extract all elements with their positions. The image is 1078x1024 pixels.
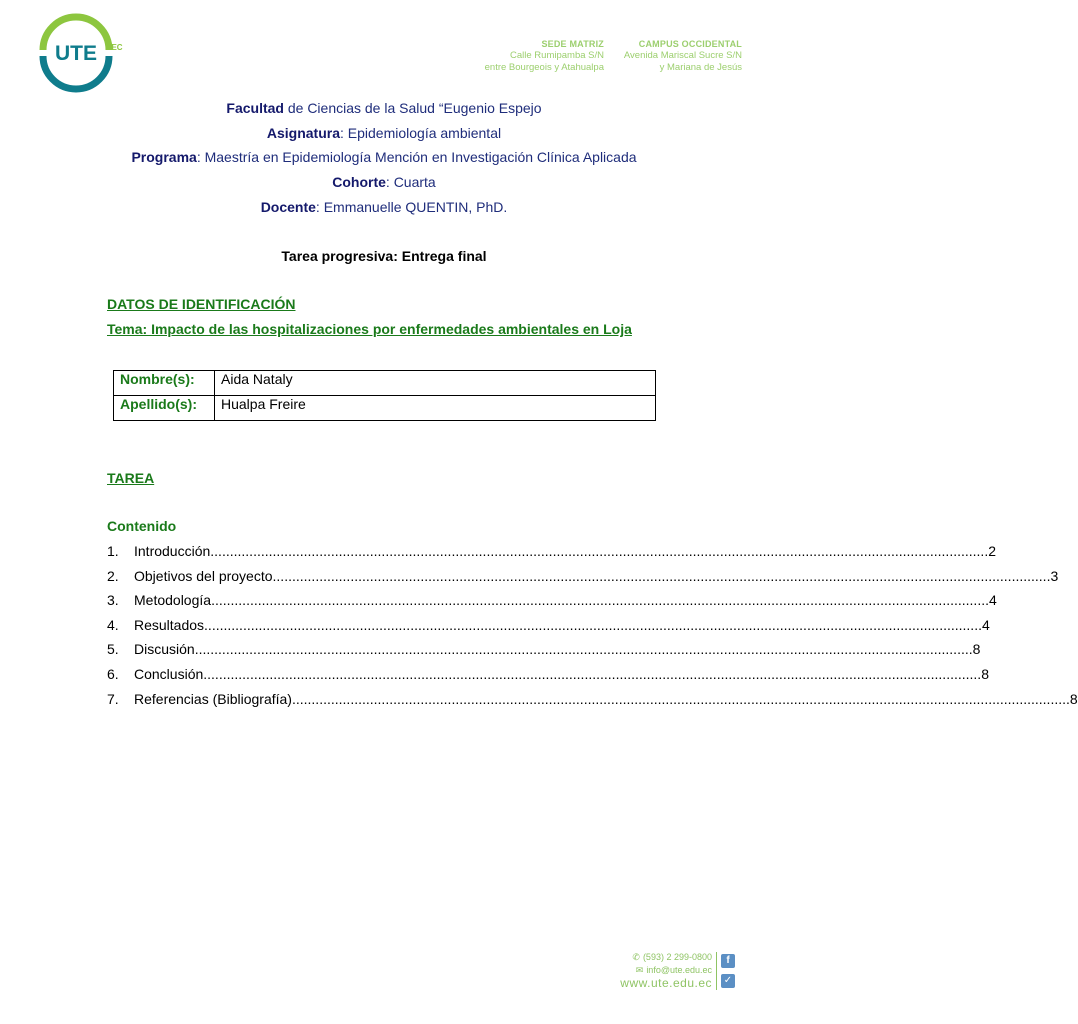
nombre-value: Aida Nataly [215,371,656,396]
toc-item[interactable] [107,567,1059,593]
toc-item[interactable] [107,665,989,691]
sede-line1: Calle Rumipamba S/N [510,50,604,61]
toc-title: Referencias (Bibliografía) [134,690,292,707]
facultad-value: de Ciencias de la Salud “Eugenio Espejo [283,100,542,116]
toc-page: 3 [1050,567,1059,584]
facultad-line [0,100,768,116]
sede-title: SEDE MATRIZ [541,39,604,49]
toc-leader: ........................................................................................................................................................................................................ [203,665,982,682]
toc-leader: ........................................................................................................................................................................................................ [204,616,982,633]
toc-leader: ........................................................................................................................................................................................................ [272,567,1051,584]
footer-web[interactable]: www.ute.edu.ec [620,976,712,990]
footer-phone: (593) 2 299-0800 [642,952,712,962]
phone-icon: ✆ [632,952,640,962]
footer-divider [716,952,717,990]
toc-item[interactable] [107,690,1078,716]
occidental-line2: y Mariana de Jesús [659,62,742,73]
asignatura-line [0,125,768,141]
toc-leader: ........................................................................................................................................................................................................ [210,543,989,559]
programa-line [0,149,768,165]
toc-item[interactable] [107,641,981,666]
toc-title: Discusión [134,641,195,658]
table-row [114,371,656,396]
toc-title: Resultados [134,616,205,633]
docente-line [0,199,768,215]
tema-heading: Tema: Impacto de las hospitalizaciones por enfermedades ambientales en Loja [107,321,632,337]
docente-value: : Emmanuelle QUENTIN, PhD. [315,199,508,215]
occidental-line1: Avenida Mariscal Sucre S/N [623,50,742,61]
sede-matriz-address [485,38,604,74]
toc-page: 8 [1069,690,1078,707]
toc-number: 4. [107,616,119,633]
toc-page: 8 [981,665,989,682]
toc-title: Introducción [134,543,211,559]
toc-number: 7. [107,690,119,707]
identification-table [113,370,656,421]
nombre-label: Nombre(s): [114,371,215,396]
toc-leader: ........................................................................................................................................................................................................ [194,641,973,658]
toc-title: Metodología [134,592,212,609]
ute-logo [39,17,129,89]
programa-label: Programa [131,149,197,165]
toc-leader: ........................................................................................................................................................................................................ [211,592,989,609]
cohorte-label: Cohorte [332,174,386,190]
sede-line2: entre Bourgeois y Atahualpa [484,62,604,73]
footer-contact [620,951,712,990]
toc-number: 3. [107,592,119,609]
toc-leader: ........................................................................................................................................................................................................ [291,690,1070,707]
toc-title: Conclusión [134,665,204,682]
toc-page: 4 [981,616,990,633]
contenido-heading: Contenido [107,518,177,534]
cohorte-line [0,174,768,190]
toc-number: 6. [107,665,119,682]
footer-email[interactable]: info@ute.edu.ec [646,965,712,975]
campus-occidental-address [624,38,742,74]
occidental-title: CAMPUS OCCIDENTAL [638,39,742,49]
toc-item[interactable] [107,543,997,568]
toc-number: 1. [107,543,119,559]
toc-page: 8 [972,641,981,658]
asignatura-value: : Epidemiología ambiental [340,125,502,141]
toc-page: 4 [989,592,997,609]
facultad-label: Facultad [226,100,284,116]
toc-item[interactable] [107,592,997,617]
tarea-heading: TAREA [107,470,155,486]
mail-icon: ✉ [635,965,644,975]
toc-title: Objetivos del proyecto [134,567,273,584]
logo-suffix: EC [111,43,123,52]
table-row [114,396,656,421]
task-title: Tarea progresiva: Entrega final [281,248,487,264]
facebook-icon[interactable]: f [721,954,735,968]
apellido-value: Hualpa Freire [215,396,656,421]
twitter-icon[interactable]: ✓ [721,974,735,988]
docente-label: Docente [260,199,316,215]
programa-value: : Maestría en Epidemiología Mención en Investigación Clínica Aplicada [196,149,637,165]
toc-number: 2. [107,567,119,584]
cohorte-value: : Cuarta [385,174,436,190]
toc-page: 2 [988,543,997,559]
table-of-contents [107,543,1078,715]
apellido-label: Apellido(s): [114,396,215,421]
logo-text: UTE [55,42,97,65]
identification-heading: DATOS DE IDENTIFICACIÓN [107,296,296,312]
asignatura-label: Asignatura [266,125,340,141]
toc-number: 5. [107,641,119,658]
toc-item[interactable] [107,616,990,642]
